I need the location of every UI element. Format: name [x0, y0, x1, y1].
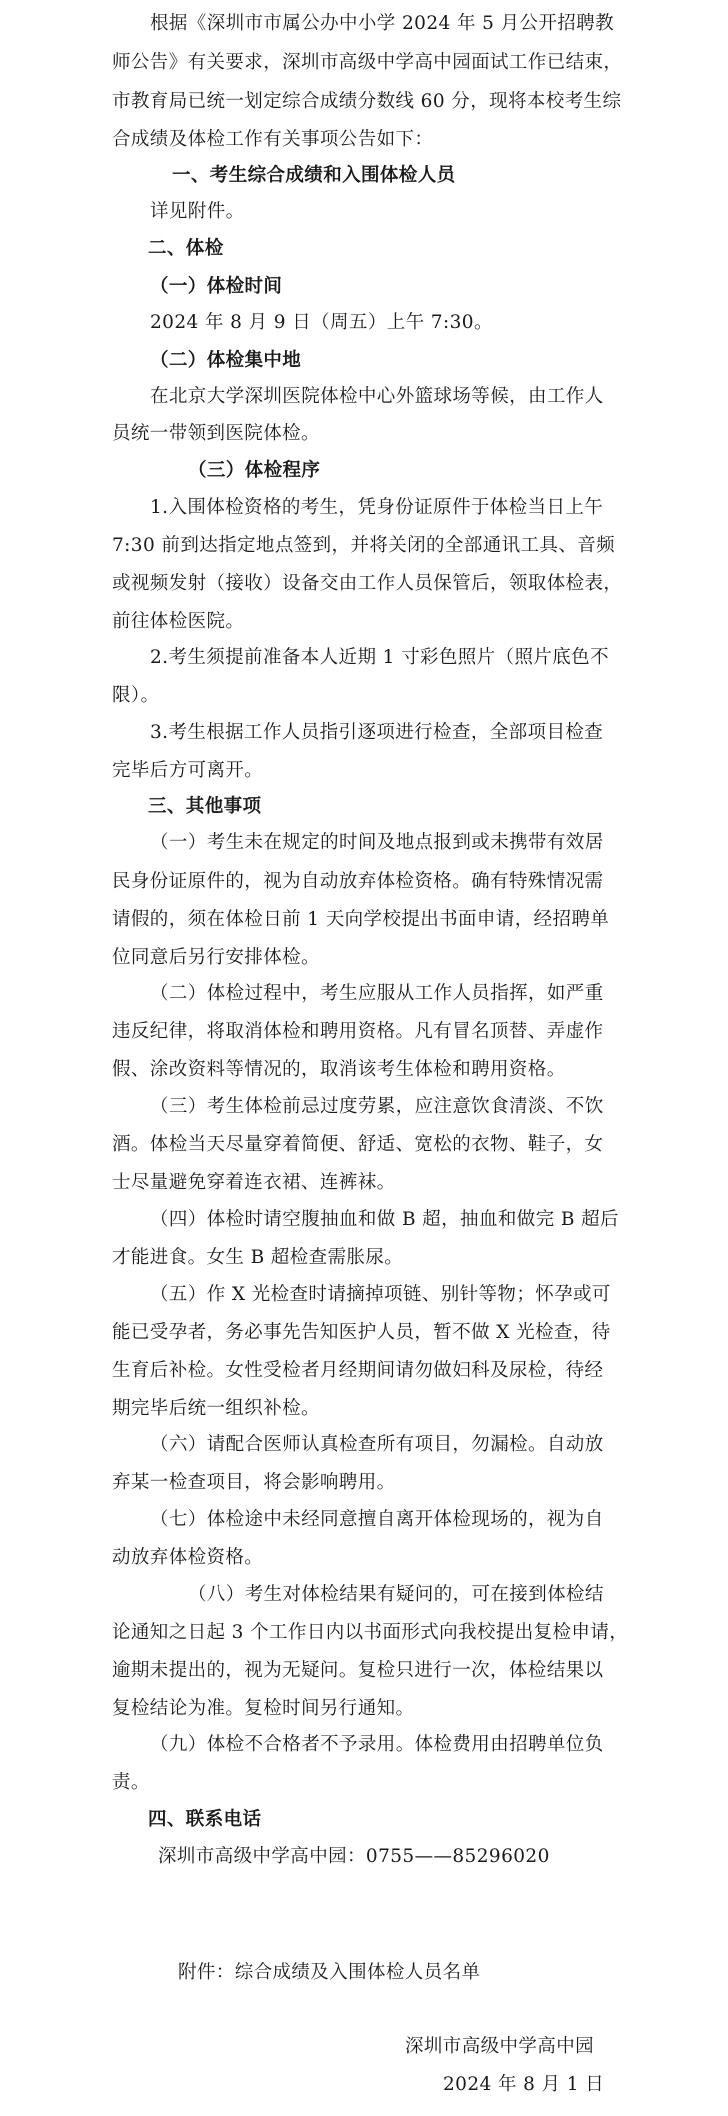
- paragraph-line: 完毕后方可离开。: [112, 760, 264, 781]
- section-heading: （三）体检程序: [188, 460, 321, 481]
- paragraph-line: 详见附件。: [150, 201, 245, 222]
- paragraph-line: （六）请配合医师认真检查所有项目，勿漏检。自动放: [150, 1434, 604, 1455]
- paragraph-line: （九）体检不合格者不予录用。体检费用由招聘单位负: [150, 1734, 604, 1755]
- paragraph-line: 能已受孕者，务必事先告知医护人员，暂不做 X 光检查，待: [112, 1322, 611, 1343]
- paragraph-line: 弃某一检查项目，将会影响聘用。: [112, 1472, 396, 1493]
- paragraph-line: 生育后补检。女性受检者月经期间请勿做妇科及尿检，待经: [112, 1360, 604, 1381]
- section-heading: 四、联系电话: [148, 1809, 262, 1830]
- paragraph-line: 7:30 前到达指定地点签到，并将关闭的全部通讯工具、音频: [112, 535, 616, 556]
- paragraph-line: 动放弃体检资格。: [112, 1547, 264, 1568]
- paragraph-line: （四）体检时请空腹抽血和做 B 超，抽血和做完 B 超后: [150, 1209, 619, 1230]
- signature-org: 深圳市高级中学高中园: [405, 2036, 595, 2057]
- paragraph-line: 民身份证原件的，视为自动放弃体检资格。确有特殊情况需: [112, 871, 604, 892]
- paragraph-line: （八）考生对体检结果有疑问的，可在接到体检结: [188, 1584, 604, 1605]
- attachment-note: 附件：综合成绩及入围体检人员名单: [178, 1962, 481, 1983]
- section-heading: （二）体检集中地: [150, 350, 302, 371]
- section-heading: 三、其他事项: [148, 796, 262, 817]
- paragraph-line: 限）。: [112, 685, 160, 706]
- paragraph-line: （五）作 X 光检查时请摘掉项链、别针等物；怀孕或可: [150, 1284, 611, 1305]
- paragraph-line: 深圳市高级中学高中园：0755——85296020: [158, 1846, 550, 1867]
- paragraph-line: 假、涂改资料等情况的，取消该考生体检和聘用资格。: [112, 1059, 566, 1080]
- paragraph-line: （一）考生未在规定的时间及地点报到或未携带有效居: [150, 832, 604, 853]
- paragraph-line: 复检结论为准。复检时间另行通知。: [112, 1698, 415, 1719]
- paragraph-line: 在北京大学深圳医院体检中心外篮球场等候，由工作人: [150, 386, 604, 407]
- paragraph-line: 才能进食。女生 B 超检查需胀尿。: [112, 1247, 404, 1268]
- paragraph-line: 酒。体检当天尽量穿着简便、舒适、宽松的衣物、鞋子，女: [112, 1134, 604, 1155]
- paragraph-line: 师公告》有关要求，深圳市高级中学高中园面试工作已结束，: [112, 52, 623, 73]
- paragraph-line: 2.考生须提前准备本人近期 1 寸彩色照片（照片底色不: [150, 647, 609, 668]
- signature-date: 2024 年 8 月 1 日: [443, 2074, 605, 2095]
- paragraph-line: 根据《深圳市市属公办中小学 2024 年 5 月公开招聘教: [150, 13, 614, 34]
- paragraph-line: 请假的，须在体检日前 1 天向学校提出书面申请，经招聘单: [112, 909, 610, 930]
- paragraph-line: 位同意后另行安排体检。: [112, 947, 320, 968]
- section-heading: 一、考生综合成绩和入围体检人员: [172, 165, 456, 186]
- paragraph-line: 期完毕后统一组织补检。: [112, 1398, 320, 1419]
- paragraph-line: 员统一带领到医院体检。: [112, 423, 320, 444]
- section-heading: （一）体检时间: [150, 276, 283, 297]
- section-heading: 二、体检: [148, 238, 224, 259]
- paragraph-line: 2024 年 8 月 9 日（周五）上午 7:30。: [150, 312, 493, 333]
- paragraph-line: 3.考生根据工作人员指引逐项进行检查，全部项目检查: [150, 722, 604, 743]
- paragraph-line: 或视频发射（接收）设备交由工作人员保管后，领取体检表，: [112, 573, 623, 594]
- paragraph-line: 市教育局已统一划定综合成绩分数线 60 分，现将本校考生综: [112, 91, 622, 112]
- paragraph-line: 责。: [112, 1772, 150, 1793]
- paragraph-line: 违反纪律，将取消体检和聘用资格。凡有冒名顶替、弄虚作: [112, 1021, 604, 1042]
- paragraph-line: （七）体检途中未经同意擅自离开体检现场的，视为自: [150, 1509, 604, 1530]
- paragraph-line: （三）考生体检前忌过度劳累，应注意饮食清淡、不饮: [150, 1096, 604, 1117]
- paragraph-line: 合成绩及体检工作有关事项公告如下：: [112, 129, 434, 150]
- paragraph-line: 1.入围体检资格的考生，凭身份证原件于体检当日上午: [150, 497, 604, 518]
- paragraph-line: 逾期未提出的，视为无疑问。复检只进行一次，体检结果以: [112, 1660, 604, 1681]
- paragraph-line: （二）体检过程中，考生应服从工作人员指挥，如严重: [150, 983, 604, 1004]
- paragraph-line: 士尽量避免穿着连衣裙、连裤袜。: [112, 1172, 396, 1193]
- paragraph-line: 前往体检医院。: [112, 611, 245, 632]
- paragraph-line: 论通知之日起 3 个工作日内以书面形式向我校提出复检申请，: [112, 1622, 629, 1643]
